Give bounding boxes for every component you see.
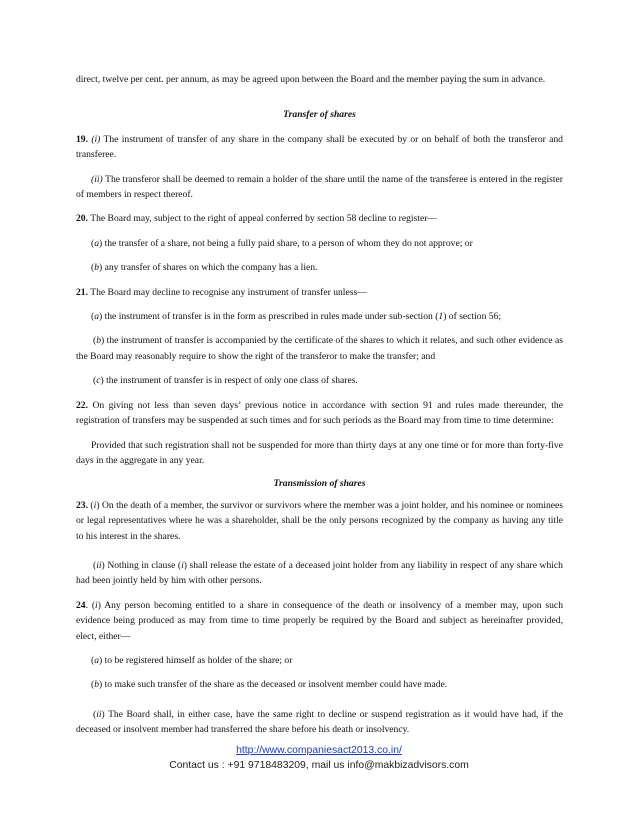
clause-text: to make such transfer of the share as the deceased or insolvent member could have made. [104, 679, 448, 691]
clause-number: 23. [76, 499, 88, 511]
item-label: a [94, 311, 99, 323]
clause-text: the instrument of transfer is in respect of only one class of shares. [106, 375, 358, 387]
clause-22 [76, 398, 563, 429]
item-label: i [95, 599, 98, 611]
item-label: (ii) [91, 173, 103, 185]
item-label: ii [96, 559, 102, 571]
footer-contact-line: Contact us : +91 9718483209, mail us info@makbizadvisors.com [169, 760, 469, 771]
clause-19-i [76, 132, 563, 163]
clause-text: On giving not less than seven days’ previous notice in accordance with section 91 and rules made thereunder, the registration of transfers may be suspended at such times and for such periods as the Board may from time to time determine: [76, 399, 563, 427]
clause-text: On the death of a member, the survivor or survivors where the member was a joint holder, and his nominee or nominees or legal representatives where he was a shareholder, shall be the only persons recognized by the company as having any title to his interest in the shares. [76, 499, 564, 542]
clause-text: ) shall release the estate of a deceased joint holder from any liability in respect of any share which had been jointly held by him with other persons. [76, 559, 563, 587]
clause-text: to be registered himself as holder of the share; or [104, 654, 293, 666]
heading-transfer-text: Transfer of shares [283, 109, 356, 121]
clause-20 [76, 211, 563, 226]
clause-text: The Board may decline to recognise any instrument of transfer unless— [90, 286, 367, 298]
clause-text: ) of section 56; [443, 311, 502, 323]
clause-23-ii: (ii) Nothing in clause (i) shall release the estate of a deceased joint holder from any liability in respect of any share which had been jointly held by him with other persons. [76, 559, 563, 587]
item-label: i [93, 499, 97, 511]
clause-number: 24 [76, 599, 86, 611]
subsection-ref: 1 [438, 311, 444, 323]
clause-24-i: 24. (i) Any person becoming entitled to a share in consequence of the death or insolvency of a member may, upon such evidence being produced as may from time to time properly be required by the Board and subject as hereinafter provided, elect, either— [76, 599, 563, 642]
clause-number: 19. [76, 133, 88, 145]
item-label: (i) [91, 133, 101, 145]
clause-21-a: (a) the instrument of transfer is in the form as prescribed in rules made under sub-section (1) of section 56; [91, 311, 502, 323]
clause-text: Provided that such registration shall not be suspended for more than thirty days at any one time or for more than forty-five days in the aggregate in any year. [76, 439, 563, 466]
item-label: b [94, 262, 99, 274]
clause-24-b: (b) to make such transfer of the share as the deceased or insolvent member could have made. [91, 679, 448, 691]
clause-text: the transfer of a share, not being a fully paid share, to a person of whom they do not approve; or [104, 237, 473, 249]
clause-ref: i [181, 559, 184, 571]
intro-paragraph: direct, twelve per cent. per annum, as may be agreed upon between the Board and the member paying the sum in advance. [76, 74, 546, 85]
item-label: a [94, 237, 99, 249]
clause-21-c: (c) the instrument of transfer is in respect of only one class of shares. [93, 375, 358, 387]
clause-22-proviso [76, 438, 563, 469]
clause-24-ii: (ii) The Board shall, in either case, have the same right to decline or suspend registration as it would have had, if the deceased or insolvent member had transferred the share before his death or insolvency. [76, 708, 564, 736]
clause-text: the instrument of transfer is accompanied by the certificate of the shares to which it relates, and such other evidence as the Board may reasonably require to show the right of the transferor to make the transfer; and [76, 335, 564, 362]
clause-number: 22. [76, 399, 88, 411]
clause-21-b: (b) the instrument of transfer is accompanied by the certificate of the shares to which it relates, and such other evidence as the Board may reasonably require to show the right of the transferor to make the transfer; and [76, 335, 564, 362]
clause-19-ii [76, 172, 563, 203]
item-label: c [96, 375, 101, 387]
clause-text: The Board may, subject to the right of appeal conferred by section 58 decline to register— [90, 213, 438, 225]
clause-number: 20. [76, 213, 88, 225]
clause-text: the instrument of transfer is in the form as prescribed in rules made under sub-section ( [104, 311, 439, 323]
footer-website-link[interactable]: http://www.companiesact2013.co.in/ [236, 745, 402, 756]
clause-text: Nothing in clause ( [107, 559, 182, 571]
clause-text: any transfer of shares on which the company has a lien. [104, 262, 318, 274]
item-label: b [96, 335, 101, 347]
clause-text: The Board shall, in either case, have the same right to decline or suspend registration as it would have had, if the deceased or insolvent member had transferred the share before his death or insolvency. [76, 708, 564, 736]
clause-20-b: (b) any transfer of shares on which the company has a lien. [91, 262, 318, 274]
clause-text: The instrument of transfer of any share in the company shall be executed by or on behalf of both the transferor and transferee. [76, 133, 563, 161]
item-label: ii [96, 708, 102, 720]
item-label: b [94, 679, 99, 691]
clause-24-a: (a) to be registered himself as holder of the share; or [91, 654, 293, 666]
section-heading-transmission [76, 476, 563, 491]
item-label: a [94, 654, 99, 666]
clause-text: The transferor shall be deemed to remain a holder of the share until the name of the transferee is entered in the register of members in respect thereof. [76, 173, 563, 201]
heading-transmission-text: Transmission of shares [273, 478, 366, 490]
section-heading-transfer [76, 107, 563, 122]
clause-text: Any person becoming entitled to a share in consequence of the death or insolvency of a member may, upon such evidence being produced as may from time to time properly be required by the Board and subject as hereinafter provided, elect, either— [76, 599, 563, 642]
clause-20-a: (a) the transfer of a share, not being a fully paid share, to a person of whom they do not approve; or [91, 237, 473, 249]
document-body [76, 72, 563, 738]
clause-number: 21. [76, 286, 88, 298]
clause-23-i: 23. (i) On the death of a member, the survivor or survivors where the member was a joint holder, and his nominee or nominees or legal representatives where he was a shareholder, shall be the only persons recognized by the company as having any title to his interest in the shares. [76, 499, 564, 542]
clause-21 [76, 285, 563, 300]
